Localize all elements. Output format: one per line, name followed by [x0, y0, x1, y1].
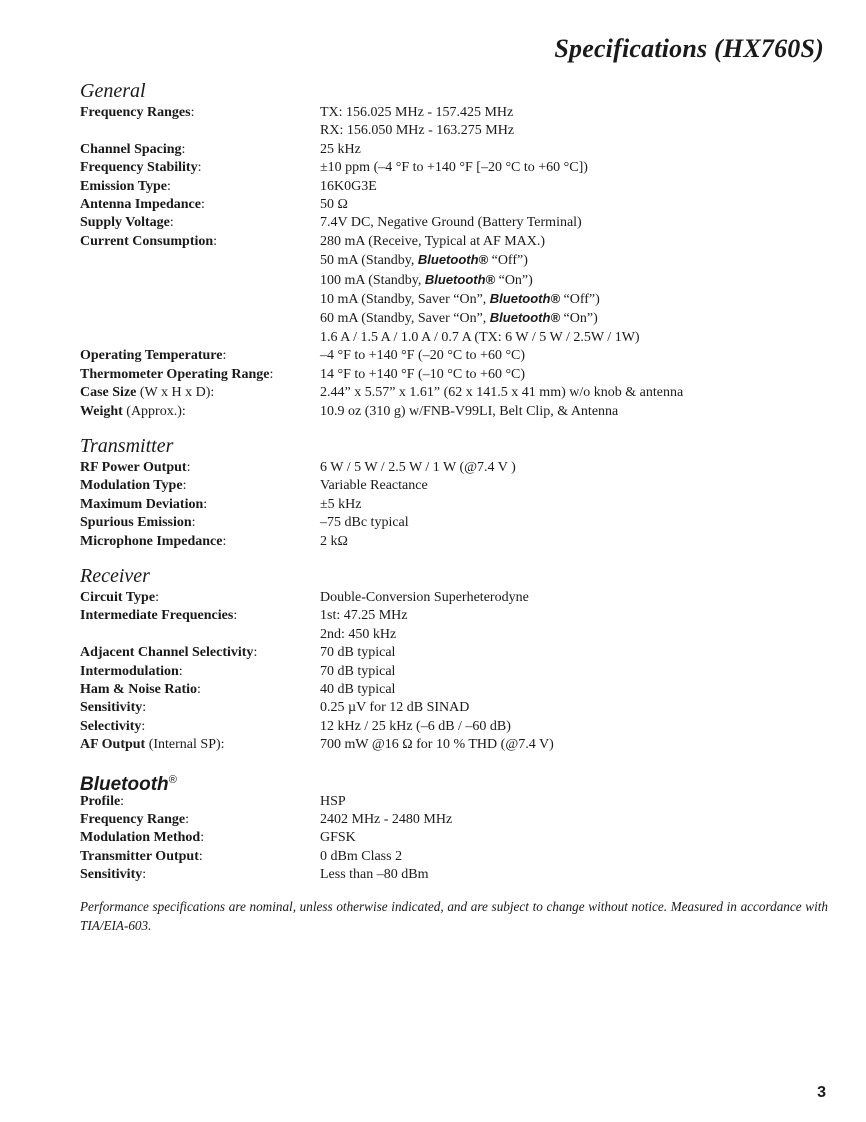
- spec-row: [80, 214, 840, 232]
- spec-value: 70 dB typical: [320, 663, 396, 679]
- page-title: Specifications (HX760S): [554, 34, 824, 63]
- spec-value: ±10 ppm (–4 °F to +140 °F [–20 °C to +60 °C]): [320, 160, 588, 176]
- spec-label: [80, 403, 320, 421]
- spec-values: [320, 644, 840, 662]
- spec-label: [80, 496, 320, 514]
- spec-values: [320, 663, 840, 681]
- spec-label-name: Modulation Method: [80, 830, 201, 846]
- spec-row: [80, 141, 840, 159]
- spec-value: HSP: [320, 793, 346, 809]
- spec-value: 2 kΩ: [320, 533, 348, 549]
- spec-value: 14 °F to +140 °F (–10 °C to +60 °C): [320, 366, 526, 382]
- spec-table-general: [80, 104, 840, 421]
- spec-label-suffix: :: [222, 533, 227, 549]
- spec-values: [320, 533, 840, 551]
- footnote: Performance specifications are nominal, unless otherwise indicated, and are subject to change without notice. Measured in accordance with TIA/EIA-603.: [80, 898, 828, 933]
- spec-label: [80, 104, 320, 141]
- spec-label: [80, 384, 320, 402]
- spec-values: [320, 793, 840, 811]
- spec-label-suffix: :: [120, 793, 125, 809]
- spec-value: ±5 kHz: [320, 496, 362, 512]
- spec-label-suffix: :: [269, 366, 274, 382]
- spec-label: [80, 699, 320, 717]
- bluetooth-brand: Bluetooth®: [489, 310, 561, 326]
- spec-label-name: Current Consumption: [80, 233, 214, 249]
- spec-values: [320, 848, 840, 866]
- spec-label-suffix: :: [190, 105, 195, 120]
- section-title-text: Receiver: [80, 564, 150, 587]
- spec-label-name: Supply Voltage: [80, 215, 170, 231]
- spec-value: 1.6 A / 1.5 A / 1.0 A / 0.7 A (TX: 6 W / 5 W / 2.5W / 1W): [320, 329, 640, 345]
- spec-value: 100 mA (Standby, Bluetooth® “On”): [320, 271, 533, 288]
- spec-value: 40 dB typical: [320, 681, 396, 697]
- spec-row: [80, 607, 840, 644]
- spec-row: [80, 681, 840, 699]
- spec-table-bluetooth: [80, 793, 840, 885]
- spec-row: [80, 866, 840, 884]
- spec-row: [80, 848, 840, 866]
- registered-mark: ®: [168, 773, 177, 786]
- spec-label-name: Antenna Impedance: [80, 197, 201, 213]
- spec-values: [320, 718, 840, 736]
- spec-value: 700 mW @16 Ω for 10 % THD (@7.4 V): [320, 737, 554, 753]
- spec-values: [320, 159, 840, 177]
- spec-row: [80, 533, 840, 551]
- spec-value: –4 °F to +140 °F (–20 °C to +60 °C): [320, 348, 526, 364]
- spec-value: 2.44” x 5.57” x 1.61” (62 x 141.5 x 41 mm) w/o knob & antenna: [320, 385, 684, 401]
- spec-value: Less than –80 dBm: [320, 867, 429, 883]
- spec-row: [80, 459, 840, 477]
- spec-row: [80, 178, 840, 196]
- spec-label-suffix: :: [200, 197, 205, 213]
- spec-label-suffix: :: [233, 608, 238, 624]
- section-title-text: General: [80, 80, 146, 102]
- spec-values: [320, 496, 840, 514]
- spec-value: 0 dBm Class 2: [320, 848, 403, 864]
- spec-value: 6 W / 5 W / 2.5 W / 1 W (@7.4 V ): [320, 459, 516, 475]
- spec-label-name: Frequency Stability: [80, 160, 198, 176]
- spec-value: Variable Reactance: [320, 478, 428, 494]
- spec-label-suffix: :: [200, 830, 205, 846]
- section-title-general: [80, 78, 840, 104]
- bluetooth-brand: Bluetooth®: [489, 291, 561, 307]
- spec-values: [320, 141, 840, 159]
- spec-label: [80, 589, 320, 607]
- spec-label: [80, 514, 320, 532]
- spec-values: [320, 403, 840, 421]
- spec-row: [80, 477, 840, 495]
- spec-label: [80, 459, 320, 477]
- spec-label: [80, 233, 320, 347]
- spec-value: 12 kHz / 25 kHz (–6 dB / –60 dB): [320, 718, 511, 734]
- spec-value: 70 dB typical: [320, 645, 396, 661]
- spec-label-suffix: :: [222, 348, 227, 364]
- spec-label-suffix: :: [213, 233, 218, 249]
- spec-value: 280 mA (Receive, Typical at AF MAX.): [320, 233, 546, 249]
- spec-values: [320, 178, 840, 196]
- spec-value: 10 mA (Standby, Saver “On”, Bluetooth® “Off”): [320, 291, 600, 308]
- spec-value: 50 Ω: [320, 197, 348, 213]
- section-title-bluetooth: [80, 767, 840, 793]
- spec-row: [80, 104, 840, 141]
- spec-values: [320, 699, 840, 717]
- spec-label: [80, 178, 320, 196]
- spec-label-suffix: :: [186, 459, 191, 475]
- spec-value: 2402 MHz - 2480 MHz: [320, 812, 453, 827]
- section-title-text: Transmitter: [80, 434, 174, 457]
- spec-label-suffix: :: [197, 681, 201, 697]
- spec-label-suffix: :: [197, 160, 202, 176]
- spec-values: [320, 681, 840, 699]
- page-number: 3: [817, 1084, 826, 1101]
- spec-label-suffix: :: [191, 515, 196, 531]
- spec-label-suffix: :: [198, 848, 203, 864]
- spec-label: [80, 607, 320, 644]
- spec-label-suffix: :: [185, 812, 190, 827]
- spec-label-suffix: :: [182, 478, 187, 494]
- spec-row: [80, 384, 840, 402]
- spec-label-suffix: :: [169, 215, 174, 231]
- spec-sections: [80, 78, 840, 885]
- spec-row: [80, 233, 840, 347]
- spec-label-name: Emission Type: [80, 178, 168, 194]
- spec-label-name: Modulation Type: [80, 478, 183, 494]
- spec-value: 50 mA (Standby, Bluetooth® “Off”): [320, 252, 528, 269]
- spec-value: 0.25 µV for 12 dB SINAD: [320, 700, 470, 716]
- spec-row: [80, 347, 840, 365]
- spec-label-suffix: (Internal SP):: [145, 737, 225, 753]
- spec-values: [320, 736, 840, 754]
- spec-label-suffix: :: [203, 496, 208, 512]
- spec-label-name: Intermodulation: [80, 663, 179, 679]
- spec-label-suffix: :: [141, 718, 146, 734]
- spec-label-suffix: :: [142, 700, 147, 716]
- spec-label-suffix: :: [178, 663, 183, 679]
- spec-label-name: Channel Spacing: [80, 141, 182, 157]
- spec-values: [320, 366, 840, 384]
- spec-label-name: Profile: [80, 793, 121, 809]
- spec-values: [320, 829, 840, 847]
- spec-values: [320, 477, 840, 495]
- spec-values: [320, 514, 840, 532]
- spec-row: [80, 366, 840, 384]
- spec-label: [80, 366, 320, 384]
- spec-label-name: Operating Temperature: [80, 348, 223, 364]
- spec-label-name: Circuit Type: [80, 589, 156, 605]
- spec-value: 16K0G3E: [320, 178, 377, 194]
- spec-row: [80, 159, 840, 177]
- spec-value: 7.4V DC, Negative Ground (Battery Terminal): [320, 215, 582, 231]
- spec-row: [80, 644, 840, 662]
- spec-label: [80, 196, 320, 214]
- spec-label-suffix: :: [167, 178, 171, 194]
- spec-label-suffix: :: [253, 645, 258, 661]
- spec-value: 10.9 oz (310 g) w/FNB-V99LI, Belt Clip, & Antenna: [320, 403, 619, 419]
- spec-value: 60 mA (Standby, Saver “On”, Bluetooth® “On”): [320, 310, 598, 327]
- spec-value: Double-Conversion Superheterodyne: [320, 589, 529, 605]
- spec-label-name: Maximum Deviation: [80, 496, 204, 512]
- spec-values: [320, 811, 840, 829]
- spec-label: [80, 663, 320, 681]
- spec-label-name: Sensitivity: [80, 867, 143, 883]
- spec-content: [80, 78, 840, 935]
- spec-row: [80, 718, 840, 736]
- spec-label-name: Transmitter Output: [80, 848, 199, 864]
- spec-row: [80, 736, 840, 754]
- spec-label-suffix: (Approx.):: [122, 403, 186, 419]
- spec-values: [320, 384, 840, 402]
- spec-label-name: RF Power Output: [80, 459, 187, 475]
- spec-table-receiver: [80, 589, 840, 755]
- spec-label: [80, 793, 320, 811]
- spec-label-name: Selectivity: [80, 718, 142, 734]
- spec-label-name: Microphone Impedance: [80, 533, 223, 549]
- spec-label-name: Ham & Noise Ratio: [80, 681, 198, 697]
- spec-label-name: Frequency Ranges: [80, 105, 191, 120]
- spec-label: [80, 866, 320, 884]
- spec-values: [320, 459, 840, 477]
- spec-values: [320, 589, 840, 607]
- spec-value: –75 dBc typical: [320, 515, 409, 531]
- spec-value: 1st: 47.25 MHz: [320, 608, 408, 624]
- spec-label: [80, 533, 320, 551]
- spec-row: [80, 699, 840, 717]
- spec-label-name: Sensitivity: [80, 700, 143, 716]
- bluetooth-brand: Bluetooth®: [417, 252, 489, 268]
- spec-label-suffix: (W x H x D):: [136, 385, 215, 401]
- spec-label: [80, 811, 320, 829]
- spec-label: [80, 141, 320, 159]
- section-title-receiver: [80, 563, 840, 589]
- spec-values: [320, 104, 840, 141]
- spec-label: [80, 347, 320, 365]
- spec-row: [80, 514, 840, 532]
- spec-label: [80, 829, 320, 847]
- spec-label-name: Adjacent Channel Selectivity: [80, 645, 254, 661]
- spec-label: [80, 848, 320, 866]
- spec-label-suffix: :: [142, 867, 147, 883]
- spec-values: [320, 347, 840, 365]
- spec-label: [80, 681, 320, 699]
- spec-label-name: Frequency Range: [80, 812, 186, 827]
- spec-row: [80, 829, 840, 847]
- spec-label-name: Weight: [80, 403, 123, 419]
- spec-values: [320, 866, 840, 884]
- section-title-transmitter: [80, 433, 840, 459]
- spec-label: [80, 159, 320, 177]
- spec-value: RX: 156.050 MHz - 163.275 MHz: [320, 123, 515, 139]
- bluetooth-brand: Bluetooth®: [424, 271, 496, 287]
- spec-row: [80, 811, 840, 829]
- spec-values: [320, 233, 840, 347]
- spec-label: [80, 644, 320, 662]
- spec-values: [320, 214, 840, 232]
- spec-row: [80, 496, 840, 514]
- spec-row: [80, 663, 840, 681]
- spec-label: [80, 736, 320, 754]
- spec-label: [80, 718, 320, 736]
- spec-value: 25 kHz: [320, 141, 361, 157]
- spec-label-suffix: :: [181, 141, 186, 157]
- spec-row: [80, 589, 840, 607]
- spec-row: [80, 793, 840, 811]
- spec-label-name: AF Output: [80, 737, 146, 753]
- spec-value: 2nd: 450 kHz: [320, 626, 397, 642]
- spec-values: [320, 196, 840, 214]
- spec-label-name: Case Size: [80, 385, 137, 401]
- spec-table-transmitter: [80, 459, 840, 551]
- spec-value: GFSK: [320, 830, 356, 846]
- spec-label-suffix: :: [155, 589, 159, 605]
- spec-label-name: Thermometer Operating Range: [80, 366, 270, 382]
- spec-label-name: Intermediate Frequencies: [80, 608, 234, 624]
- spec-values: [320, 607, 840, 644]
- spec-row: [80, 196, 840, 214]
- spec-value: TX: 156.025 MHz - 157.425 MHz: [320, 105, 514, 120]
- spec-label: [80, 214, 320, 232]
- spec-label-name: Spurious Emission: [80, 515, 192, 531]
- spec-row: [80, 403, 840, 421]
- spec-label: [80, 477, 320, 495]
- section-title-text: Bluetooth: [80, 773, 169, 795]
